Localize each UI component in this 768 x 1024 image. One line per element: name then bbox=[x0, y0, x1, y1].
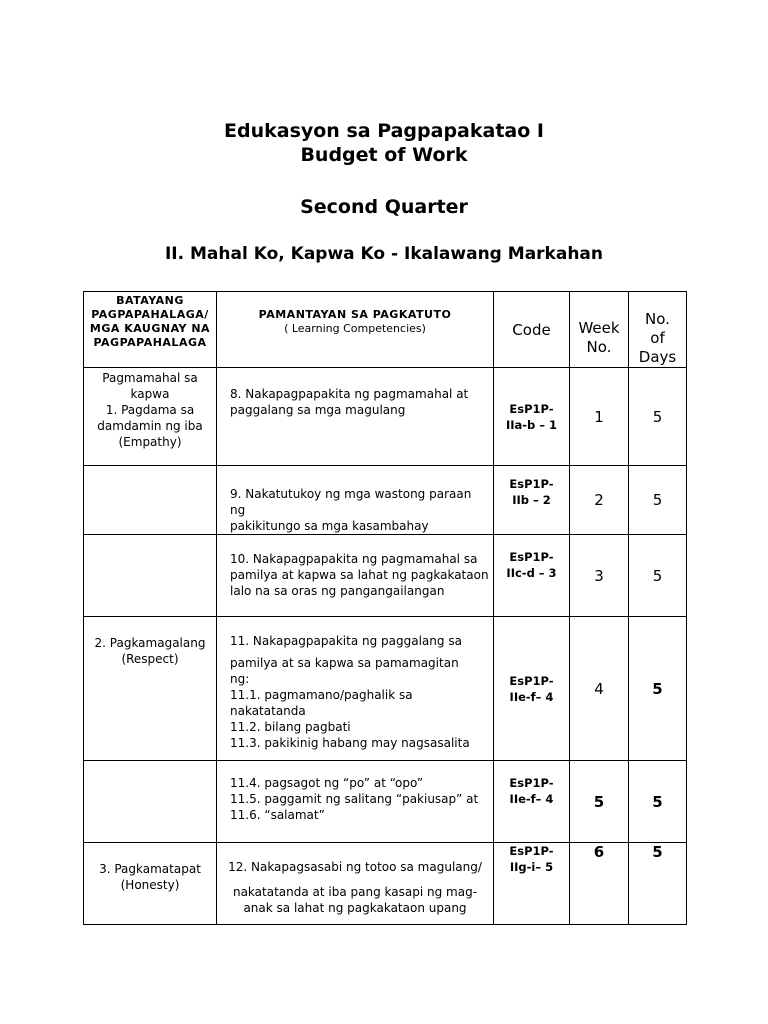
week-cell: 4 bbox=[570, 617, 629, 761]
competency-cell: 12. Nakapagsasabi ng totoo sa magulang/ nakatatanda at iba pang kasapi ng mag- anak sa lahat ng pagkakataon upang bbox=[217, 843, 494, 925]
core-value-cell bbox=[84, 761, 217, 843]
table-row bbox=[84, 843, 687, 925]
days-cell: 5 bbox=[629, 617, 687, 761]
table-row bbox=[84, 466, 687, 535]
table-header-row bbox=[84, 292, 687, 368]
header-no-of-days: No. of Days bbox=[629, 292, 687, 368]
competency-cell: 11. Nakapagpapakita ng paggalang sa pamilya at sa kapwa sa pamamagitan ng: 11.1. pagmamano/paghalik sa nakatatanda 11.2. bilang pagbati 11.3. pakikinig habang may nagsasalita bbox=[217, 617, 494, 761]
code-cell: EsP1P- IIc-d – 3 bbox=[494, 535, 570, 617]
code-cell: EsP1P- IIg-i– 5 bbox=[494, 843, 570, 925]
week-cell: 2 bbox=[570, 466, 629, 535]
title-line-2: Budget of Work bbox=[300, 144, 468, 166]
code-cell: EsP1P- IIb – 2 bbox=[494, 466, 570, 535]
header-core-values: BATAYANG PAGPAPAHALAGA/ MGA KAUGNAY NA PAGPAPAHALAGA bbox=[84, 292, 217, 368]
days-cell: 5 bbox=[629, 761, 687, 843]
section-subtitle: II. Mahal Ko, Kapwa Ko - Ikalawang Markahan bbox=[164, 244, 603, 264]
days-cell: 5 bbox=[629, 368, 687, 466]
header-learning-competencies: PAMANTAYAN SA PAGKATUTO ( Learning Competencies) bbox=[217, 292, 494, 368]
competency-cell: 11.4. pagsagot ng “po” at “opo” 11.5. paggamit ng salitang “pakiusap” at 11.6. “salamat” bbox=[217, 761, 494, 843]
table-row bbox=[84, 368, 687, 466]
code-cell: EsP1P- IIe-f– 4 bbox=[494, 761, 570, 843]
core-value-cell: 3. Pagkamatapat (Honesty) bbox=[84, 843, 217, 925]
days-cell: 5 bbox=[629, 535, 687, 617]
table-row bbox=[84, 761, 687, 843]
core-value-cell: Pagmamahal sa kapwa 1. Pagdama sa damdamin ng iba (Empathy) bbox=[84, 368, 217, 466]
budget-of-work-table bbox=[83, 291, 687, 925]
week-cell: 6 bbox=[570, 843, 629, 925]
table-row bbox=[84, 617, 687, 761]
week-cell: 3 bbox=[570, 535, 629, 617]
document-title bbox=[0, 119, 768, 167]
quarter-heading: Second Quarter bbox=[300, 196, 468, 218]
code-cell: EsP1P- IIa-b – 1 bbox=[494, 368, 570, 466]
competency-cell: 8. Nakapagpapakita ng pagmamahal at paggalang sa mga magulang bbox=[217, 368, 494, 466]
days-cell: 5 bbox=[629, 843, 687, 925]
table-row bbox=[84, 535, 687, 617]
code-cell: EsP1P- IIe-f– 4 bbox=[494, 617, 570, 761]
header-code: Code bbox=[494, 292, 570, 368]
days-cell: 5 bbox=[629, 466, 687, 535]
week-cell: 1 bbox=[570, 368, 629, 466]
competency-cell: 9. Nakatutukoy ng mga wastong paraan ng pakikitungo sa mga kasambahay bbox=[217, 466, 494, 535]
core-value-cell: 2. Pagkamagalang (Respect) bbox=[84, 617, 217, 761]
header-week-no: Week No. bbox=[570, 292, 629, 368]
core-value-cell bbox=[84, 535, 217, 617]
title-line-1: Edukasyon sa Pagpapakatao I bbox=[224, 120, 544, 142]
week-cell: 5 bbox=[570, 761, 629, 843]
competency-cell: 10. Nakapagpapakita ng pagmamahal sa pamilya at kapwa sa lahat ng pagkakataon lalo na sa oras ng pangangailangan bbox=[217, 535, 494, 617]
core-value-cell bbox=[84, 466, 217, 535]
